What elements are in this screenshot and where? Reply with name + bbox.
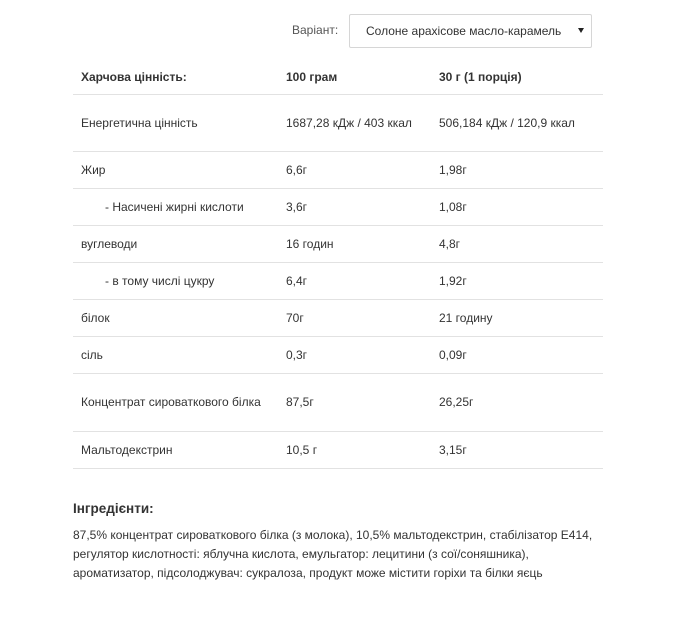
nutrient-per-serving: 26,25г xyxy=(431,373,603,431)
nutrient-per-serving: 21 годину xyxy=(431,299,603,336)
table-row xyxy=(73,151,603,188)
nutrient-name: Мальтодекстрин xyxy=(73,431,278,468)
table-row xyxy=(73,225,603,262)
table-row xyxy=(73,336,603,373)
nutrition-header-row xyxy=(73,60,603,94)
variant-select-value: Солоне арахісове масло-карамель xyxy=(366,24,562,38)
header-per-serving: 30 г (1 порція) xyxy=(431,60,603,94)
nutrient-name: вуглеводи xyxy=(73,225,278,262)
table-row xyxy=(73,94,603,151)
table-row xyxy=(73,431,603,468)
nutrient-per-serving: 0,09г xyxy=(431,336,603,373)
nutrient-per-serving: 1,92г xyxy=(431,262,603,299)
nutrient-name: білок xyxy=(73,299,278,336)
nutrient-name: Жир xyxy=(73,151,278,188)
table-row xyxy=(73,299,603,336)
ingredients-title: Інгредієнти: xyxy=(73,501,154,516)
nutrient-per-100g: 10,5 г xyxy=(278,431,431,468)
nutrient-per-100g: 6,4г xyxy=(278,262,431,299)
table-row xyxy=(73,373,603,431)
nutrient-per-serving: 1,98г xyxy=(431,151,603,188)
nutrient-name: Концентрат сироваткового білка xyxy=(73,373,278,431)
nutrient-name: - в тому числі цукру xyxy=(73,262,278,299)
nutrient-name: сіль xyxy=(73,336,278,373)
nutrient-per-serving: 506,184 кДж / 120,9 ккал xyxy=(431,94,603,151)
variant-select[interactable] xyxy=(349,14,592,48)
variant-label: Варіант: xyxy=(292,23,339,37)
nutrient-per-serving: 4,8г xyxy=(431,225,603,262)
nutrient-per-100g: 3,6г xyxy=(278,188,431,225)
nutrient-per-100g: 70г xyxy=(278,299,431,336)
table-row xyxy=(73,262,603,299)
ingredients-text: 87,5% концентрат сироваткового білка (з молока), 10,5% мальтодекстрин, стабілізатор Е414, регулятор кислотності: яблучна кислота, емульгатор: лецитини (з сої/соняшника), ароматизатор, підсолоджувач: сукралоза, продукт може містити горіхи та білки яєць xyxy=(73,528,593,580)
nutrient-per-100g: 6,6г xyxy=(278,151,431,188)
variant-row xyxy=(0,14,680,48)
nutrient-per-100g: 87,5г xyxy=(278,373,431,431)
nutrient-per-100g: 16 годин xyxy=(278,225,431,262)
caret-down-icon xyxy=(578,28,584,33)
nutrient-per-100g: 1687,28 кДж / 403 ккал xyxy=(278,94,431,151)
nutrient-name: Енергетична цінність xyxy=(73,94,278,151)
nutrient-per-serving: 1,08г xyxy=(431,188,603,225)
nutrient-per-100g: 0,3г xyxy=(278,336,431,373)
nutrition-table xyxy=(73,60,603,469)
nutrient-name: - Насичені жирні кислоти xyxy=(73,188,278,225)
header-per-100g: 100 грам xyxy=(278,60,431,94)
nutrient-per-serving: 3,15г xyxy=(431,431,603,468)
table-row xyxy=(73,188,603,225)
header-nutrition-value: Харчова цінність: xyxy=(73,60,278,94)
